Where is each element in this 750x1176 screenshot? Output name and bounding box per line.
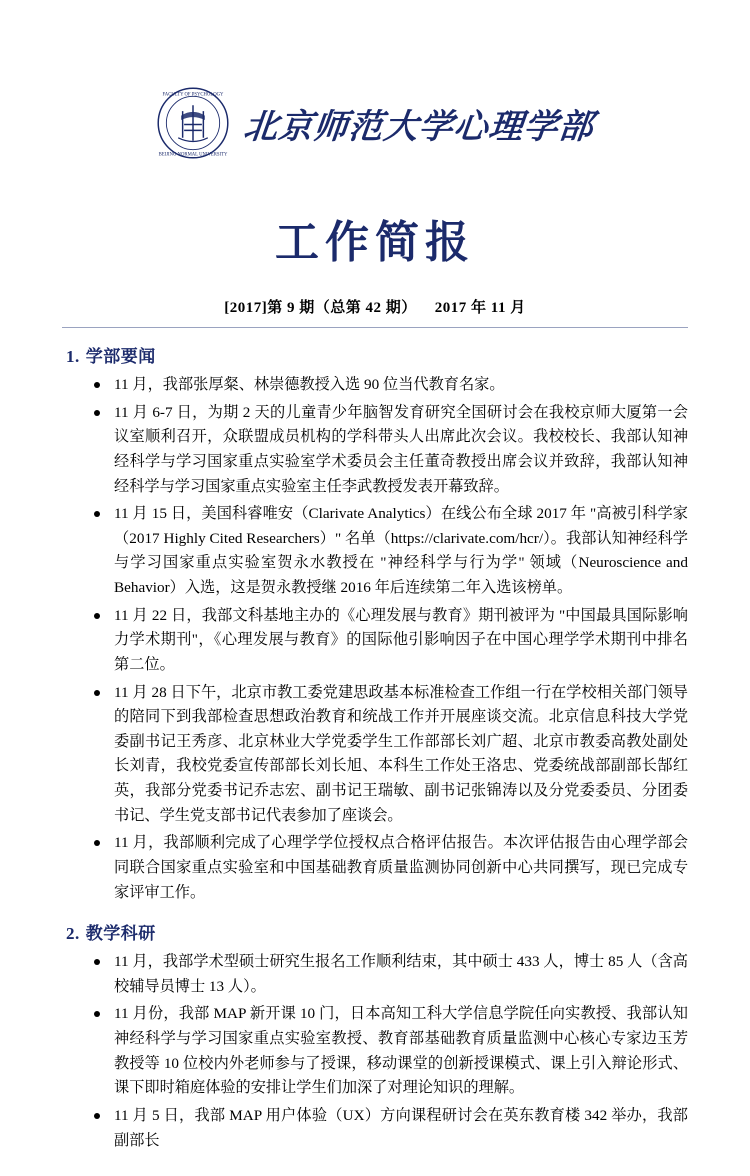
svg-text:BEIJING NORMAL UNIVERSITY: BEIJING NORMAL UNIVERSITY	[158, 152, 228, 158]
organization-name: 北京师范大学心理学部	[241, 108, 596, 146]
list-item: 11 月 22 日，我部文科基地主办的《心理发展与教育》期刊被评为 "中国最具国际影响力学术期刊"，《心理发展与教育》的国际他引影响因子在中国心理学学术期刊中排名第二位。	[92, 604, 688, 678]
issue-number: [2017]第 9 期（总第 42 期）	[224, 300, 417, 316]
masthead	[62, 86, 688, 160]
section-label-1: 学部要闻	[85, 347, 156, 366]
issue-date: 2017 年 11 月	[434, 300, 526, 316]
section-list-2	[62, 950, 688, 1153]
section-heading-1	[66, 342, 688, 367]
list-item: 11 月 5 日，我部 MAP 用户体验（UX）方向课程研讨会在英东教育楼 342 举办，我部副部长	[92, 1104, 688, 1153]
list-item: 11 月 15 日，美国科睿唯安（Clarivate Analytics）在线公布全球 2017 年 "高被引科学家（2017 Highly Cited Researchers）" 名单（https://clarivate.com/hcr/）。我部认知神经科学与学习国家重点实验室贺永水教授在 "神经科学与行为学" 领域（Neuroscience and Behavior）入选，这是贺永教授继 2016 年后连续第二年入选该榜单。	[92, 502, 688, 601]
section-number-2: 2.	[66, 924, 80, 944]
section-list-1	[62, 373, 688, 905]
university-seal-icon	[156, 86, 230, 160]
list-item: 11 月 28 日下午，北京市教工委党建思政基本标准检查工作组一行在学校相关部门领导的陪同下到我部检查思想政治教育和统战工作并开展座谈交流。北京信息科技大学党委副书记王秀彦、北京林业大学党委学生工作部部长刘广超、北京市教委高教处副处长刘青，我校党委宣传部部长刘长旭、本科生工作处王洛忠、党委统战部副部长郜红英，我部分党委书记乔志宏、副书记王瑞敏、副书记张锦涛以及分党委委员、分团委书记、学生党支部书记代表参加了座谈会。	[92, 681, 688, 829]
list-item: 11 月，我部顺利完成了心理学学位授权点合格评估报告。本次评估报告由心理学部会同联合国家重点实验室和中国基础教育质量监测协同创新中心共同撰写，现已完成专家评审工作。	[92, 831, 688, 905]
section-label-2: 教学科研	[85, 924, 156, 944]
list-item: 11 月份，我部 MAP 新开课 10 门，日本高知工科大学信息学院任向实教授、我部认知神经科学与学习国家重点实验室教授、教育部基础教育质量监测中心核心专家边玉芳教授等 10 位校内外老师参与了授课，移动课堂的创新授课模式、课上引入辩论形式、课下即时箱庭体验的安排让学生们加深了对理论知识的理解。	[92, 1002, 688, 1101]
list-item: 11 月，我部学术型硕士研究生报名工作顺利结束，其中硕士 433 人，博士 85 人（含高校辅导员博士 13 人）。	[92, 950, 688, 999]
section-heading-2	[66, 919, 688, 944]
svg-text:FACULTY OF PSYCHOLOGY: FACULTY OF PSYCHOLOGY	[162, 92, 224, 98]
header-divider	[62, 327, 688, 328]
section-number-1: 1.	[66, 347, 80, 366]
list-item: 11 月 6-7 日，为期 2 天的儿童青少年脑智发育研究全国研讨会在我校京师大厦第一会议室顺利召开，众联盟成员机构的学科带头人出席此次会议。我校校长、我部认知神经科学与学习国家重点实验室学术委员会主任董奇教授出席会议并致辞，我部认知神经科学与学习国家重点实验室主任李武教授发表开幕致辞。	[92, 401, 688, 500]
issue-line	[62, 296, 688, 317]
document-title: 工作简报	[275, 218, 475, 267]
list-item: 11 月，我部张厚粲、林崇德教授入选 90 位当代教育名家。	[92, 373, 688, 398]
